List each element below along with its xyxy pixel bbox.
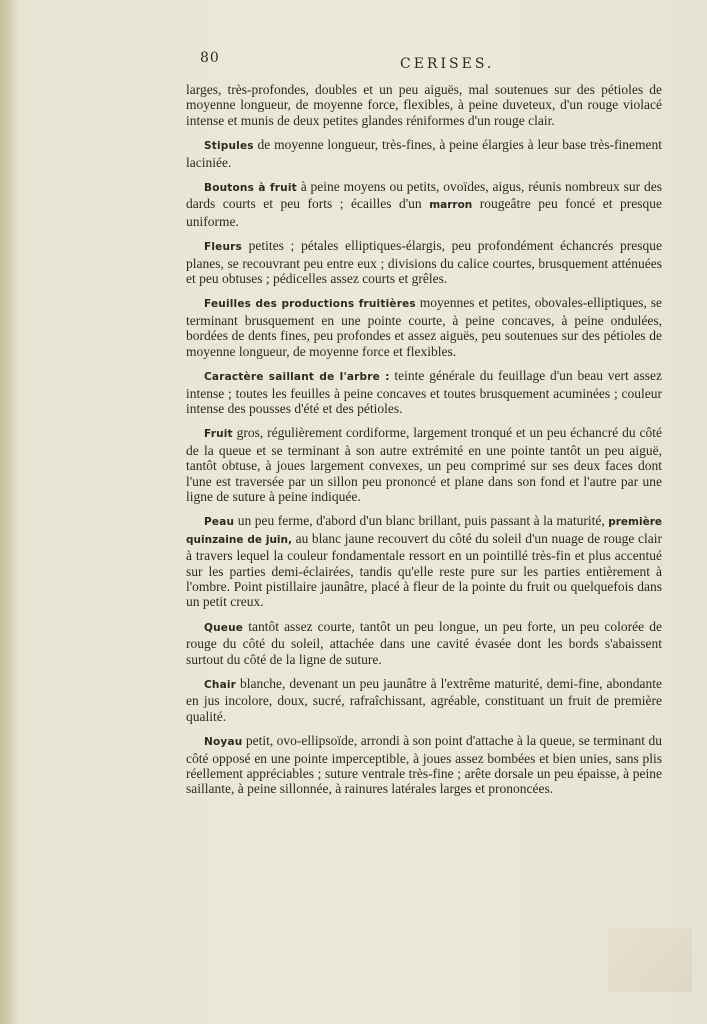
paragraph-text: moyennes et petites, obovales-elliptiques, se terminant brusquement en une pointe courte, à peine concaves, à peine ondulées, bordées de dents fines, peu profondes et assez aiguës, peu soutenues sur des pétioles de moyenne longueur, de moyenne force et flexibles. (186, 295, 662, 359)
intro-paragraph: larges, très-profondes, doubles et un peu aiguës, mal soutenues sur des pétioles de moyenne longueur, de moyenne force, flexibles, à peine duveteux, d'un rouge violacé intense et munis de deux petites glandes réniformes d'un rouge clair. (186, 82, 662, 128)
paragraph-text: tantôt assez courte, tantôt un peu longue, un peu forte, un peu colorée de rouge du côté du soleil, attachée dans une cavité évasée dont les bords s'abaissent surtout du côté de la ligne de suture. (186, 618, 662, 667)
running-head: CERISES. (400, 56, 495, 72)
paragraph-text-after: au blanc jaune recouvert du côté du soleil d'un nuage de rouge clair à travers lequel la couleur fondamentale ressort en un pointillé très-fin et plus accentué sur les parties demi-éclairées, tandis qu'elle reste pure sur les parties entièrement à l'ombre. Point pistillaire jaunâtre, placé à fleur de la pointe du fruit ou quelquefois dans un petit creux. (186, 530, 662, 610)
term-boutons-a-fruit: Boutons à fruit (204, 182, 297, 195)
scan-corner-thumbnail (608, 928, 692, 992)
term-chair: Chair (204, 679, 237, 691)
paragraph-chair (186, 676, 662, 724)
paragraph-text: petit, ovo-ellipsoïde, arrondi à son point d'attache à la queue, se terminant du côté opposé en une pointe imperceptible, à joues assez bombées et bien unies, sans plis réellement appréciables ; suture ventrale très-fine ; arête dorsale un peu épaisse, à peine saillante, à peine sillonnée, à rainures latérales larges et prononcées. (186, 733, 662, 797)
paragraph-stipules (186, 137, 662, 170)
paragraph-peau (186, 513, 662, 609)
term-caractere-saillant: Caractère saillant de l'arbre : (204, 371, 390, 384)
paragraph-noyau (186, 733, 662, 797)
paragraph-text: gros, régulièrement cordiforme, largement tronqué et un peu échancré du côté de la queue et se terminant à son autre extrémité en une pointe tantôt un peu aiguë, tantôt obtuse, à joues largement convexes, un peu comprimé sur ses deux faces dont l'une est traversée par un sillon peu prononcé et plane dans son fond et l'autre par une ligne de suture à peine indiquée. (186, 425, 662, 504)
page-number: 80 (200, 50, 220, 66)
term-feuilles: Feuilles des productions fruitières (204, 298, 416, 311)
term-fruit: Fruit (204, 428, 233, 441)
phrase-marron: marron (429, 199, 473, 212)
body-text (186, 82, 662, 806)
paragraph-queue (186, 619, 662, 667)
term-fleurs: Fleurs (204, 241, 242, 254)
paragraph-text: un peu ferme, d'abord d'un blanc brillant, puis passant à la maturité, (234, 513, 609, 529)
paragraph-fleurs (186, 238, 662, 286)
term-stipules: Stipules (204, 140, 254, 153)
term-noyau: Noyau (204, 736, 243, 749)
term-queue: Queue (204, 621, 244, 634)
term-peau: Peau (204, 516, 235, 529)
paragraph-text-after: rougeâtre peu foncé et presque uniforme. (186, 196, 662, 229)
paragraph-text: petites ; pétales elliptiques-élargis, peu profondément échancrés presque planes, se recouvrant peu entre eux ; divisions du calice courtes, brusquement atténuées et peu obtuses ; pédicelles assez courts et grêles. (186, 238, 662, 287)
paragraph-text: à peine moyens ou petits, ovoïdes, aigus, réunis nombreux sur des dards courts et peu forts ; écailles d'un (186, 179, 662, 212)
paragraph-text: de moyenne longueur, très-fines, à peine élargies à leur base très-finement laciniée. (186, 137, 662, 170)
paragraph-boutons (186, 179, 662, 229)
paragraph-caractere (186, 368, 662, 416)
paragraph-text: teinte générale du feuillage d'un beau vert assez intense ; toutes les feuilles à peine concaves et toutes brusquement acuminées ; couleur intense des pousses d'été et des pétioles. (186, 368, 663, 416)
paragraph-fruit (186, 425, 662, 504)
paragraph-text: blanche, devenant un peu jaunâtre à l'extrême maturité, demi-fine, abondante en jus incolore, doux, sucré, rafraîchissant, agréable, constituant un fruit de première qualité. (186, 676, 662, 724)
page-gutter-shadow (0, 0, 18, 1024)
paragraph-feuilles (186, 295, 662, 359)
phrase-maturity-date: première quinzaine de juin, (186, 516, 662, 546)
